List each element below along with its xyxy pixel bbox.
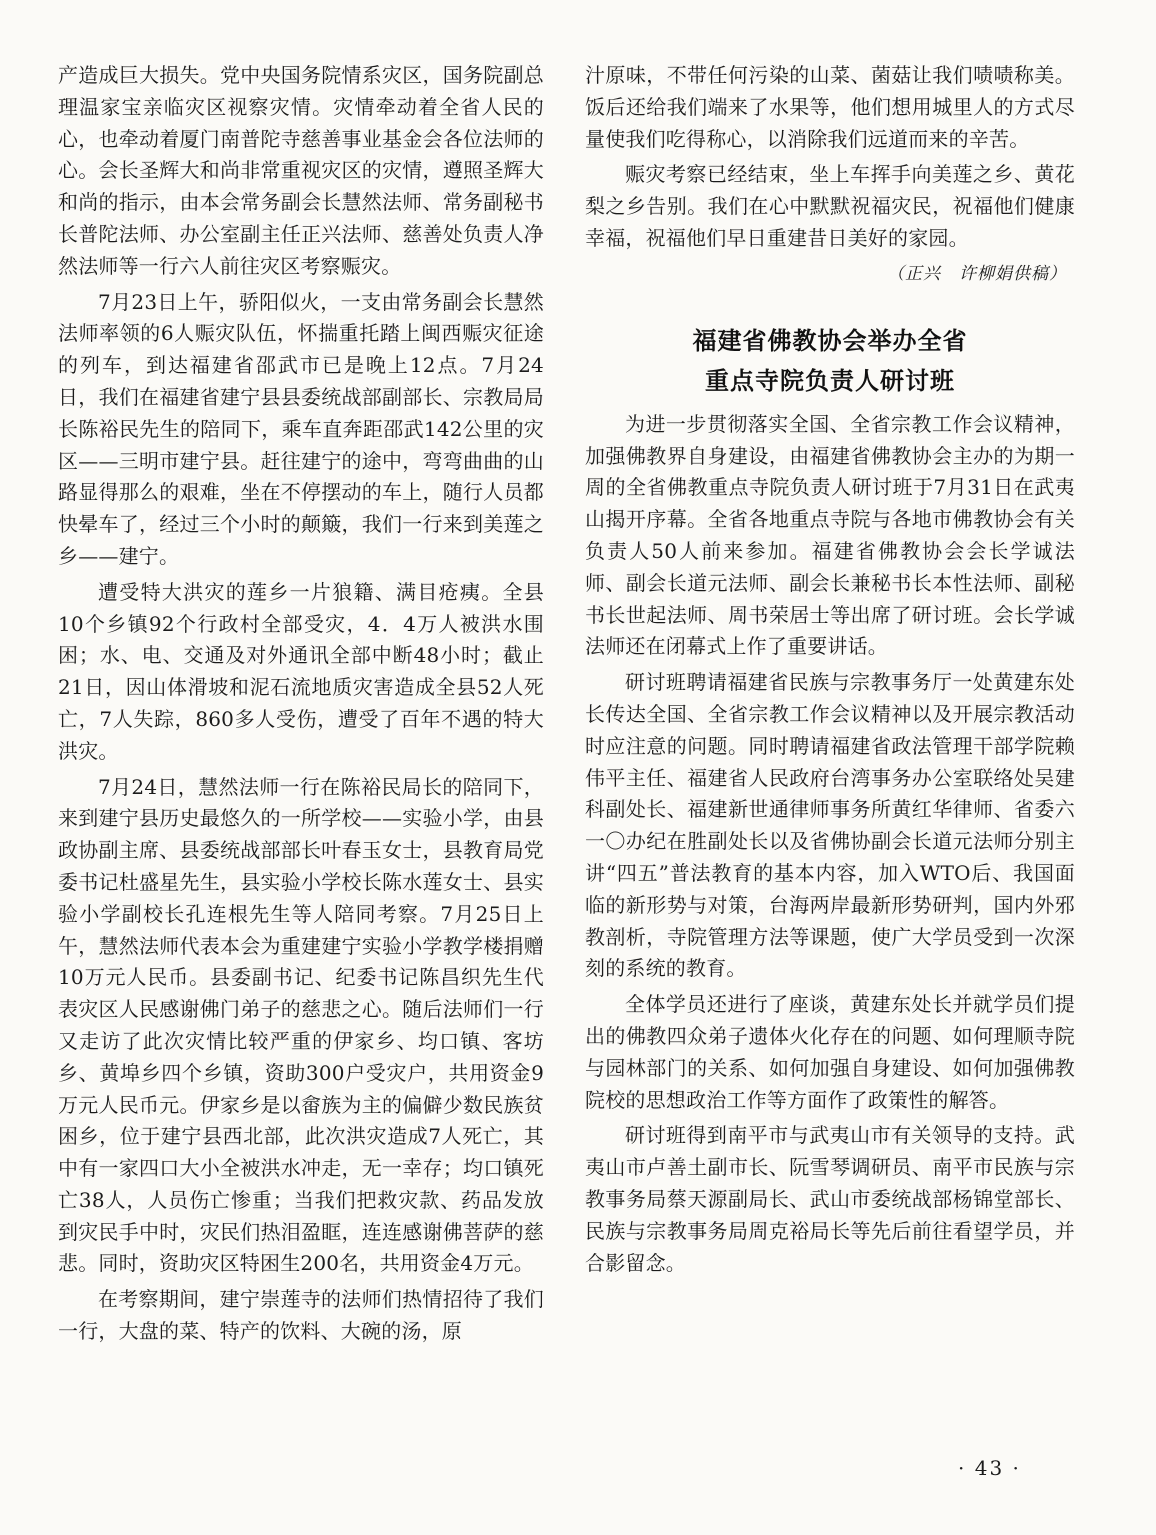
article-paragraph: 赈灾考察已经结束，坐上车挥手向美莲之乡、黄花梨之乡告别。我们在心中默默祝福灾民，祝福他们健康幸福，祝福他们早日重建昔日美好的家园。 [585,162,1075,250]
headline-line-1: 福建省佛教协会举办全省 [692,326,968,355]
right-column [585,60,1075,1283]
article-paragraph: 全体学员还进行了座谈，黄建东处长并就学员们提出的佛教四众弟子遗体火化存在的问题、如何理顺寺院与园林部门的关系、如何加强自身建设、如何加强佛教院校的思想政治工作等方面作了政策性的解答。 [585,992,1075,1112]
article-headline [585,321,1075,401]
headline-line-2: 重点寺院负责人研讨班 [705,366,955,395]
article-paragraph: 汁原味，不带任何污染的山菜、菌菇让我们啧啧称美。饭后还给我们端来了水果等，他们想用城里人的方式尽量使我们吃得称心，以消除我们远道而来的辛苦。 [585,63,1075,151]
article-paragraph: 研讨班得到南平市与武夷山市有关领导的支持。武夷山市卢善土副市长、阮雪琴调研员、南平市民族与宗教事务局蔡天源副局长、武山市委统战部杨锦堂部长、民族与宗教事务局周克裕局长等先后前往看望学员，并合影留念。 [585,1123,1075,1275]
article-paragraph: 研讨班聘请福建省民族与宗教事务厅一处黄建东处长传达全国、全省宗教工作会议精神以及开展宗教活动时应注意的问题。同时聘请福建省政法管理干部学院赖伟平主任、福建省人民政府台湾事务办公室联络处吴建科副处长、福建新世通律师事务所黄红华律师、省委六一〇办纪在胜副处长以及省佛协副会长道元法师分别主讲“四五”普法教育的基本内容，加入WTO后、我国面临的新形势与对策，台海两岸最新形势研判，国内外邪教剖析，寺院管理方法等课题，使广大学员受到一次深刻的系统的教育。 [585,670,1075,981]
article-paragraph: 产造成巨大损失。党中央国务院情系灾区，国务院副总理温家宝亲临灾区视察灾情。灾情牵动着全省人民的心，也牵动着厦门南普陀寺慈善事业基金会各位法师的心。会长圣辉大和尚非常重视灾区的灾情，遵照圣辉大和尚的指示，由本会常务副会长慧然法师、常务副秘书长普陀法师、办公室副主任正兴法师、慈善处负责人净然法师等一行六人前往灾区考察赈灾。 [58,63,544,278]
article-paragraph: 遭受特大洪灾的莲乡一片狼籍、满目疮痍。全县10个乡镇92个行政村全部受灾，4．4万人被洪水围困；水、电、交通及对外通讯全部中断48小时；截止21日，因山体滑坡和泥石流地质灾害造成全县52人死亡，7人失踪，860多人受伤，遭受了百年不遇的特大洪灾。 [58,579,544,763]
article-credit: （正兴 许柳娟供稿） [887,263,1067,284]
article-paragraph: 为进一步贯彻落实全国、全省宗教工作会议精神，加强佛教界自身建设，由福建省佛教协会主办的为期一周的全省佛教重点寺院负责人研讨班于7月31日在武夷山揭开序幕。全省各地重点寺院与各地市佛教协会有关负责人50人前来参加。福建省佛教协会会长学诚法师、副会长道元法师、副会长兼秘书长本性法师、副秘书长世起法师、周书荣居士等出席了研讨班。会长学诚法师还在闭幕式上作了重要讲话。 [585,411,1075,659]
left-column [58,60,544,1352]
article-paragraph: 7月23日上午，骄阳似火，一支由常务副会长慧然法师率领的6人赈灾队伍，怀揣重托踏上闽西赈灾征途的列车，到达福建省邵武市已是晚上12点。7月24日，我们在福建省建宁县县委统战部副部长、宗教局局长陈裕民先生的陪同下，乘车直奔距邵武142公里的灾区——三明市建宁县。赶往建宁的途中，弯弯曲曲的山路显得那么的艰难，坐在不停摆动的车上，随行人员都快晕车了，经过三个小时的颠簸，我们一行来到美莲之乡——建宁。 [58,289,544,568]
article-paragraph: 在考察期间，建宁崇莲寺的法师们热情招待了我们一行，大盘的菜、特产的饮料、大碗的汤，原 [58,1287,544,1344]
page-number: · 43 · [958,1456,1021,1480]
article-paragraph: 7月24日，慧然法师一行在陈裕民局长的陪同下，来到建宁县历史最悠久的一所学校——实验小学，由县政协副主席、县委统战部部长叶春玉女士，县教育局党委书记杜盛星先生，县实验小学校长陈水莲女士、县实验小学副校长孔连根先生等人陪同考察。7月25日上午，慧然法师代表本会为重建建宁实验小学教学楼捐赠10万元人民币。县委副书记、纪委书记陈昌织先生代表灾区人民感谢佛门弟子的慈悲之心。随后法师们一行又走访了此次灾情比较严重的伊家乡、均口镇、客坊乡、黄埠乡四个乡镇，资助300户受灾户，共用资金9万元人民币元。伊家乡是以畲族为主的偏僻少数民族贫困乡，位于建宁县西北部，此次洪灾造成7人死亡，其中有一家四口大小全被洪水冲走，无一幸存；均口镇死亡38人，人员伤亡惨重；当我们把救灾款、药品发放到灾民手中时，灾民们热泪盈眶，连连感谢佛菩萨的慈悲。同时，资助灾区特困生200名，共用资金4万元。 [58,774,544,1276]
